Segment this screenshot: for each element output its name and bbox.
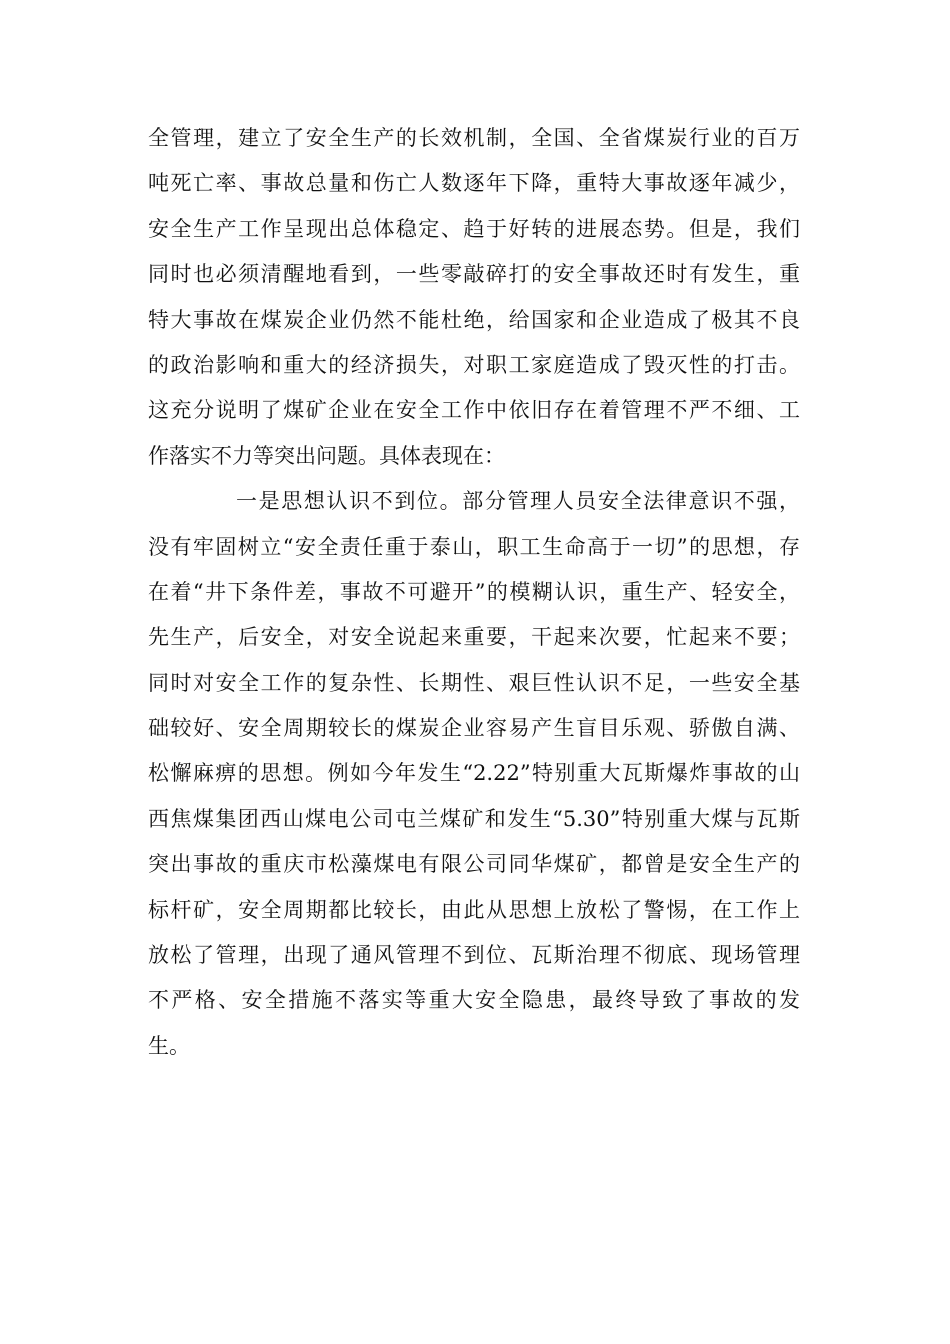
body-text xyxy=(148,116,800,1069)
text-line: 西焦煤集团西山煤电公司屯兰煤矿和发生“5.30”特别重大煤与瓦斯 xyxy=(148,806,800,831)
text-line: 特大事故在煤炭企业仍然不能杜绝，给国家和企业造成了极其不良 xyxy=(148,307,800,332)
text-line: 础较好、安全周期较长的煤炭企业容易产生盲目乐观、骄傲自满、 xyxy=(148,716,800,741)
text-line: 一是思想认识不到位。部分管理人员安全法律意识不强， xyxy=(236,489,800,514)
text-line: 松懈麻痹的思想。例如今年发生“2.22”特别重大瓦斯爆炸事故的山 xyxy=(148,761,800,786)
text-line: 放松了管理，出现了通风管理不到位、瓦斯治理不彻底、现场管理 xyxy=(148,943,800,968)
text-line: 先生产，后安全，对安全说起来重要，干起来次要，忙起来不要； xyxy=(148,625,800,650)
text-line: 这充分说明了煤矿企业在安全工作中依旧存在着管理不严不细、工 xyxy=(148,398,800,423)
text-line: 的政治影响和重大的经济损失，对职工家庭造成了毁灭性的打击。 xyxy=(148,352,800,377)
text-line: 在着“井下条件差，事故不可避开”的模糊认识，重生产、轻安全， xyxy=(148,579,800,604)
text-line: 全管理，建立了安全生产的长效机制，全国、全省煤炭行业的百万 xyxy=(148,126,800,150)
text-line: 吨死亡率、事故总量和伤亡人数逐年下降，重特大事故逐年减少， xyxy=(148,171,800,196)
text-line: 作落实不力等突出问题。具体表现在： xyxy=(148,443,505,468)
text-line: 安全生产工作呈现出总体稳定、趋于好转的进展态势。但是，我们 xyxy=(148,216,800,241)
text-line: 标杆矿，安全周期都比较长，由此从思想上放松了警惕，在工作上 xyxy=(148,897,800,922)
text-line: 生。 xyxy=(148,1033,190,1058)
text-line: 同时也必须清醒地看到，一些零敲碎打的安全事故还时有发生，重 xyxy=(148,262,800,287)
text-line: 同时对安全工作的复杂性、长期性、艰巨性认识不足，一些安全基 xyxy=(148,670,800,695)
text-line: 没有牢固树立“安全责任重于泰山，职工生命高于一切”的思想，存 xyxy=(148,534,800,559)
text-line: 突出事故的重庆市松藻煤电有限公司同华煤矿，都曾是安全生产的 xyxy=(148,852,800,877)
text-line: 不严格、安全措施不落实等重大安全隐患，最终导致了事故的发 xyxy=(148,988,800,1013)
